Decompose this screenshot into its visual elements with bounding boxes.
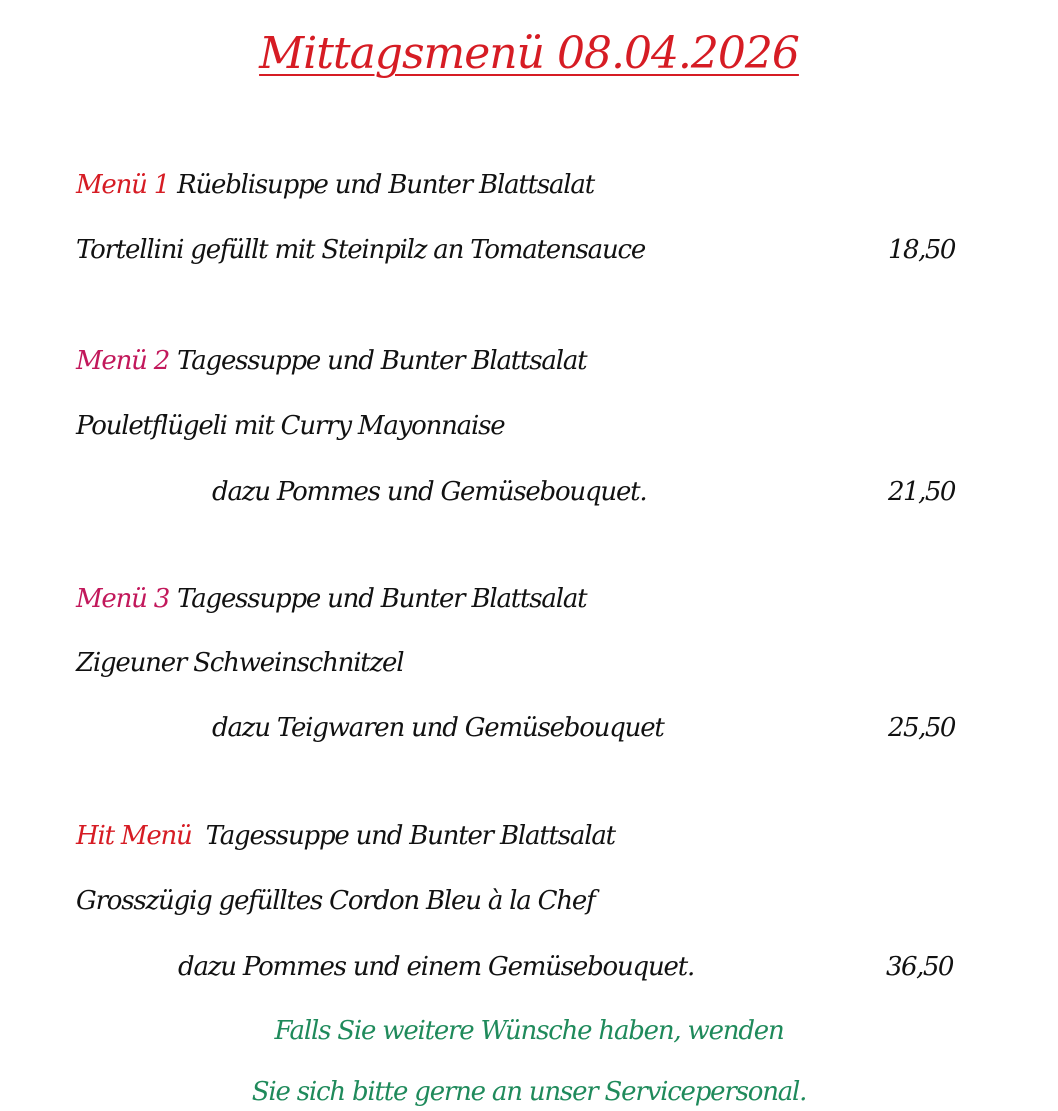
service-note-line-1: Falls Sie weitere Wünsche haben, wenden [274, 1016, 784, 1046]
menu-2-starter-line [76, 344, 586, 378]
menu-3-side: dazu Teigwaren und Gemüsebouquet [212, 713, 664, 743]
menu-3-label: Menü 3 [76, 584, 170, 614]
menu-2-side: dazu Pommes und Gemüsebouquet. [212, 477, 647, 507]
service-note-line-2: Sie sich bitte gerne an unser Servicepersonal. [251, 1077, 807, 1107]
menu-1-starter: Rüeblisuppe und Bunter Blattsalat [177, 170, 594, 200]
hit-menu-price: 36,50 [886, 952, 953, 982]
menu-2-main: Pouletflügeli mit Curry Mayonnaise [76, 411, 505, 441]
menu-3-main: Zigeuner Schweinschnitzel [76, 648, 404, 678]
hit-menu-label: Hit Menü [76, 821, 192, 851]
menu-2-starter: Tagessuppe und Bunter Blattsalat [177, 346, 587, 376]
hit-menu-side: dazu Pommes und einem Gemüsebouquet. [178, 952, 695, 982]
menu-3-starter: Tagessuppe und Bunter Blattsalat [177, 584, 587, 614]
menu-title: Mittagsmenü 08.04.2026 [259, 28, 799, 79]
hit-menu-starter-line [76, 819, 615, 853]
hit-menu-main: Grosszügig gefülltes Cordon Bleu à la Chef [76, 886, 595, 916]
menu-1-label: Menü 1 [76, 170, 170, 200]
hit-menu-starter: Tagessuppe und Bunter Blattsalat [205, 821, 615, 851]
menu-1-price: 18,50 [888, 235, 955, 265]
menu-2-price: 21,50 [888, 477, 955, 507]
menu-1-main: Tortellini gefüllt mit Steinpilz an Tomatensauce [76, 235, 646, 265]
menu-2-label: Menü 2 [76, 346, 170, 376]
menu-3-starter-line [76, 582, 586, 616]
menu-1-starter-line [76, 168, 594, 202]
menu-3-price: 25,50 [888, 713, 955, 743]
